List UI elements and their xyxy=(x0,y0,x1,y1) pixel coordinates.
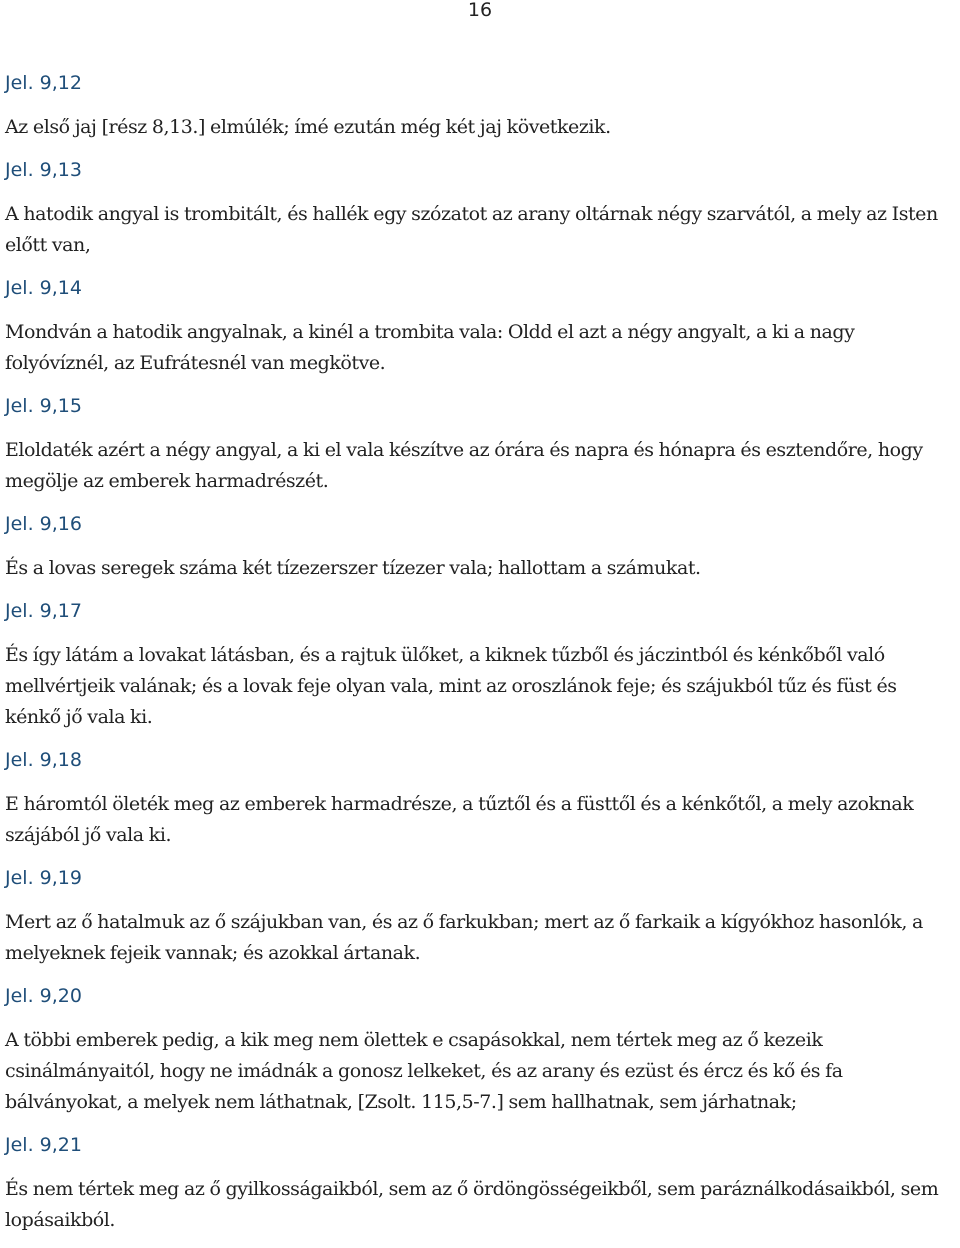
verse-reference: Jel. 9,16 xyxy=(5,513,82,535)
verse-reference: Jel. 9,20 xyxy=(5,985,82,1007)
verse-9-14 xyxy=(5,273,955,379)
verse-9-13 xyxy=(5,155,955,261)
verse-reference: Jel. 9,14 xyxy=(5,277,82,299)
page-number: 16 xyxy=(467,0,493,21)
verse-text: Az első jaj [rész 8,13.] elmúlék; ímé ezután még két jaj következik. xyxy=(5,116,611,138)
verse-text: És a lovas seregek száma két tízezerszer tízezer vala; hallottam a számukat. xyxy=(5,557,701,579)
verse-reference: Jel. 9,13 xyxy=(5,159,82,181)
verse-reference: Jel. 9,18 xyxy=(5,749,82,771)
verse-reference: Jel. 9,15 xyxy=(5,395,82,417)
verse-reference: Jel. 9,12 xyxy=(5,72,82,94)
verse-9-12 xyxy=(5,68,955,143)
verse-9-21 xyxy=(5,1130,955,1236)
verse-text: És nem tértek meg az ő gyilkosságaikból, sem az ő ördöngösségeikből, sem paráználkodásaikból, sem lopásaikból. xyxy=(5,1178,939,1231)
verse-text: A többi emberek pedig, a kik meg nem ölettek e csapásokkal, nem tértek meg az ő kezeik csinálmányaitól, hogy ne imádnák a gonosz lelkeket, és az arany és ezüst és ércz és kő és fa bálványokat, a melyek nem láthatnak, [Zsolt. 115,5-7.] sem hallhatnak, sem járhatnak; xyxy=(5,1029,843,1113)
verse-9-18 xyxy=(5,745,955,851)
verse-9-15 xyxy=(5,391,955,497)
verse-reference: Jel. 9,21 xyxy=(5,1134,82,1156)
verse-text: Mondván a hatodik angyalnak, a kinél a trombita vala: Oldd el azt a négy angyalt, a ki a nagy folyóvíznél, az Eufrátesnél van megkötve. xyxy=(5,321,855,374)
verse-text: Mert az ő hatalmuk az ő szájukban van, és az ő farkukban; mert az ő farkaik a kígyókhoz hasonlók, a melyeknek fejeik vannak; és azokkal ártanak. xyxy=(5,911,923,964)
verse-text: És így látám a lovakat látásban, és a rajtuk ülőket, a kiknek tűzből és jáczintból és kénkőből való mellvértjeik valának; és a lovak feje olyan vala, mint az oroszlánok feje; és szájukból tűz és füst és kénkő jő vala ki. xyxy=(5,644,897,728)
verse-text: A hatodik angyal is trombitált, és hallék egy szózatot az arany oltárnak négy szarvától, a mely az Isten előtt van, xyxy=(5,203,938,256)
verse-text: Eloldaték azért a négy angyal, a ki el vala készítve az órára és napra és hónapra és esztendőre, hogy megölje az emberek harmadrészét. xyxy=(5,439,923,492)
verse-list xyxy=(5,68,955,1248)
verse-9-20 xyxy=(5,981,955,1118)
verse-reference: Jel. 9,17 xyxy=(5,600,82,622)
verse-9-16 xyxy=(5,509,955,584)
verse-9-17 xyxy=(5,596,955,733)
verse-reference: Jel. 9,19 xyxy=(5,867,82,889)
verse-9-19 xyxy=(5,863,955,969)
verse-text: E háromtól öleték meg az emberek harmadrésze, a tűztől és a füsttől és a kénkőtől, a mely azoknak szájából jő vala ki. xyxy=(5,793,914,846)
